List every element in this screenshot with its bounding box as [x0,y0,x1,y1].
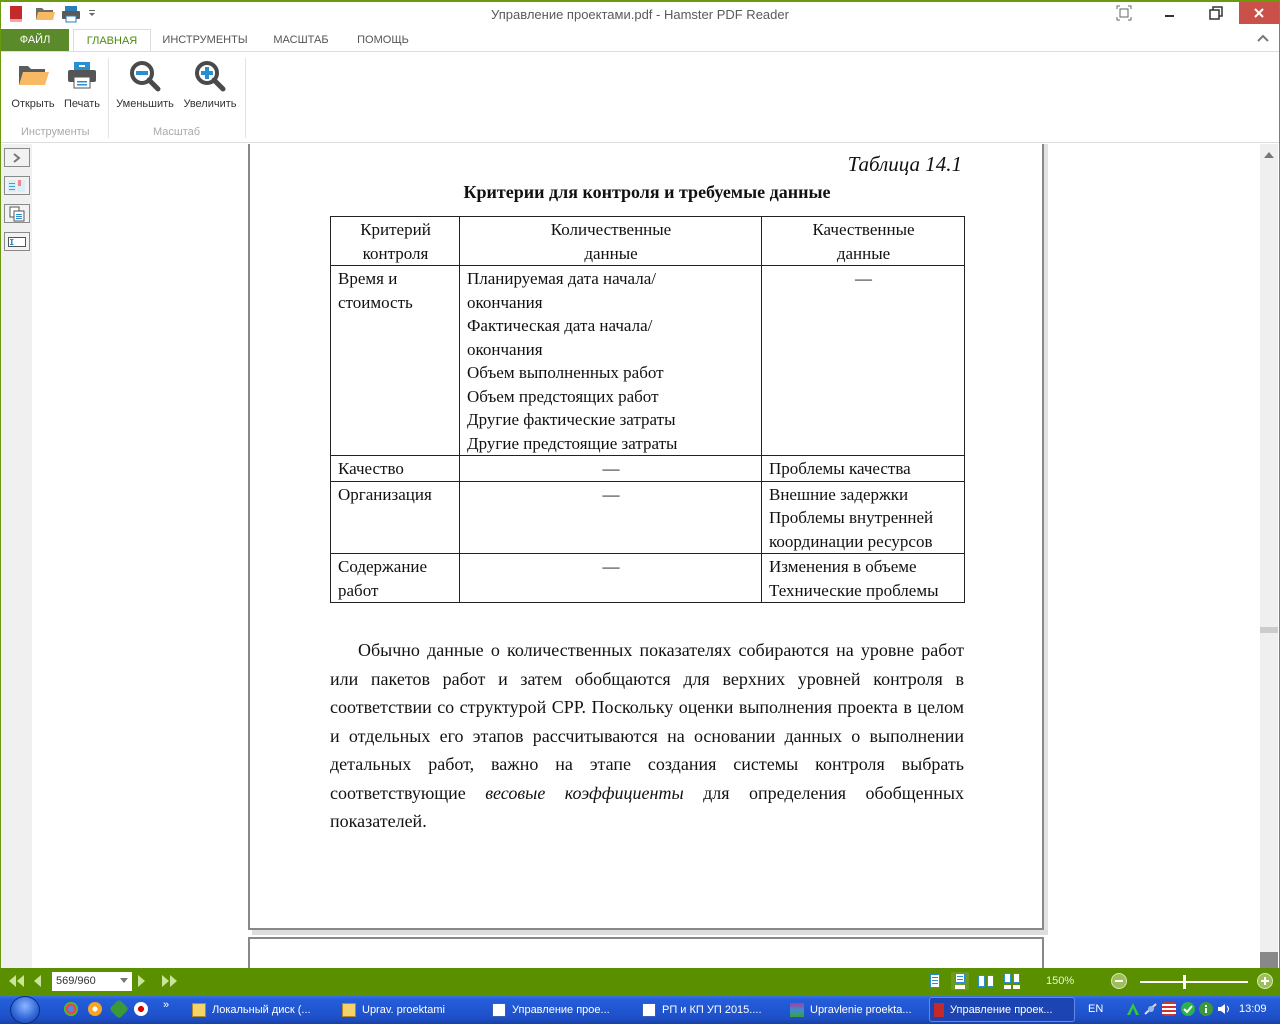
zoom-in-status-button[interactable] [1257,973,1273,989]
emphasis-text: весовые коэффициенты [485,782,684,803]
continuous-page-icon [955,973,965,989]
side-panel [1,144,32,968]
tray-info-icon[interactable] [1199,1002,1213,1016]
tray-check-icon[interactable] [1181,1002,1195,1016]
tab-home[interactable]: ГЛАВНАЯ [73,29,151,52]
header-qualitative: Качественные данные [762,217,965,266]
zoom-slider-knob[interactable] [1183,975,1186,989]
tab-tools[interactable]: ИНСТРУМЕНТЫ [162,34,248,46]
cell-quantitative: — [460,456,762,482]
header-quantitative: Количественные данные [460,217,762,266]
zoom-out-label: Уменьшить [116,98,174,110]
cell-qualitative: Внешние задержки Проблемы внутренней координации ресурсов [762,481,965,554]
cell-quantitative: — [460,554,762,603]
pages-button[interactable] [4,204,30,223]
drive-folder-icon [192,1003,206,1017]
zoom-slider[interactable] [1140,981,1248,983]
ribbon [1,51,1279,143]
status-bar [0,968,1280,995]
restore-button[interactable] [1193,2,1239,24]
utility-icon[interactable] [109,999,129,1019]
text-select-button[interactable] [4,232,30,251]
task-archive[interactable]: Upravlenie proekta... [786,997,926,1022]
window-title: Управление проектами.pdf - Hamster PDF Reader [491,7,789,22]
document-viewport[interactable] [32,144,1261,968]
single-page-icon [930,974,940,988]
next-page-icon[interactable] [137,974,147,991]
start-button[interactable] [10,996,40,1024]
plus-icon [1258,974,1272,988]
printer-icon [66,60,98,92]
tools-group-label: Инструменты [21,126,90,138]
next-pdf-page [248,937,1044,968]
two-page-continuous-view-button[interactable] [1003,972,1021,990]
zoom-in-label: Увеличить [183,98,237,110]
page-shadow [1044,144,1048,934]
zoom-out-status-button[interactable] [1111,973,1127,989]
cell-criterion: Содержание работ [331,554,460,603]
table-title: Критерии для контроля и требуемые данные [463,182,831,202]
page-dropdown-icon[interactable] [120,976,128,985]
continuous-view-button[interactable] [951,972,969,990]
chrome-icon[interactable] [64,1002,78,1016]
scale-group-label: Масштаб [153,126,201,138]
open-folder-icon[interactable] [35,5,55,23]
print-button[interactable] [60,60,104,110]
page-shadow [252,930,1048,935]
cell-quantitative: Планируемая дата начала/ окончания Фактическая дата начала/ окончания Объем выполненных работ Объем предстоящих работ Другие фактические затраты Другие предстоящие затраты [460,266,762,456]
last-page-icon[interactable] [160,974,180,991]
close-icon [1254,8,1264,18]
minimize-icon [1164,7,1176,19]
language-indicator[interactable]: EN [1088,1003,1104,1015]
table-row [331,554,965,603]
ribbon-tabs [1,29,1279,51]
table-row [331,481,965,554]
close-button[interactable] [1239,2,1279,24]
more-quick-launch[interactable]: » [163,999,170,1011]
collapse-ribbon-icon[interactable] [1257,31,1269,45]
pages-icon [9,206,25,222]
tray-flag-icon[interactable] [1162,1002,1176,1016]
print-label: Печать [63,98,101,110]
task-pdf-reader[interactable]: Управление проек... [929,997,1075,1022]
bookmarks-button[interactable] [4,176,30,195]
task-word-doc-1[interactable]: Управление прое... [488,997,634,1022]
tab-scale[interactable]: МАСШТАБ [273,34,329,46]
body-paragraph: Обычно данные о количественных показателях собираются на уровне работ или пакетов работ и затем обобщаются для верхних уровней контроля в соответствии со структурой СРР. Поскольку оценки выполнения проекта в целом и отдельных его этапов рассчитываются на основании данных о выполнении детальных работ, важно на этапе создания системы контроля выбрать соответствующие весовые коэффициенты для определения обобщенных показателей. [330,640,964,831]
restore-icon [1209,6,1223,20]
zoom-in-icon [194,60,226,92]
word-doc-icon [492,1003,506,1017]
expand-panel-button[interactable] [4,148,30,167]
open-button[interactable] [7,60,59,110]
text-select-icon [8,237,26,247]
cell-qualitative: Проблемы качества [762,456,965,482]
archive-icon [790,1003,804,1017]
fullscreen-button[interactable] [1101,2,1147,24]
table-header-row [331,217,965,266]
previous-page-icon[interactable] [32,974,42,991]
folder-icon [17,60,49,92]
fullscreen-icon [1116,5,1132,21]
minimize-button[interactable] [1147,2,1193,24]
folder-icon [342,1003,356,1017]
cell-criterion: Качество [331,456,460,482]
yandex-icon[interactable] [134,1002,148,1016]
table-row [331,456,965,482]
tray-volume-icon[interactable] [1217,1002,1231,1016]
pdf-page [248,144,1044,930]
print-icon[interactable] [61,5,81,23]
zoom-level: 150% [1046,975,1075,987]
open-label: Открыть [11,98,55,110]
expand-panel-icon [13,153,21,163]
two-page-view-button[interactable] [977,972,995,990]
single-page-view-button[interactable] [926,972,944,990]
task-uprav-proektami[interactable]: Uprav. proektami [338,997,484,1022]
task-local-disk[interactable]: Локальный диск (... [188,997,334,1022]
customize-dropdown-icon[interactable] [87,5,107,23]
scroll-up-arrow-icon[interactable] [1264,152,1274,158]
window-controls [1101,2,1279,24]
table-row [331,266,965,456]
cell-criterion: Организация [331,481,460,554]
scroll-corner [1260,952,1278,968]
quick-access-toolbar [9,5,107,23]
title-bar [1,2,1279,28]
word-doc-icon [642,1003,656,1017]
vertical-scrollbar[interactable] [1260,144,1278,968]
ribbon-separator [108,58,109,138]
task-word-doc-2[interactable]: РП и КП УП 2015.... [638,997,782,1022]
zoom-out-icon [129,60,161,92]
cell-qualitative: Изменения в объеме Технические проблемы [762,554,965,603]
scrollbar-thumb[interactable] [1260,627,1278,633]
table-number: Таблица 14.1 [847,152,962,176]
clock: 13:09 [1239,1003,1267,1015]
cell-qualitative: — [762,266,965,456]
app-book-icon [9,5,29,23]
taskbar [0,995,1280,1024]
first-page-icon[interactable] [6,974,26,991]
tab-help[interactable]: ПОМОЩЬ [357,34,409,46]
mail-icon[interactable] [88,1002,102,1016]
ribbon-separator [245,58,246,138]
tray-a-icon[interactable] [1126,1002,1140,1016]
tab-file[interactable]: ФАЙЛ [1,29,69,51]
two-page-icon [978,975,994,987]
header-criterion: Критерий контроля [331,217,460,266]
page-number-input[interactable]: 569/960 [52,972,132,991]
two-page-continuous-icon [1004,973,1020,989]
zoom-out-button[interactable] [112,60,178,110]
criteria-table [330,216,965,603]
pdf-reader-icon [934,1003,944,1017]
bookmarks-icon [8,180,26,192]
cell-criterion: Время и стоимость [331,266,460,456]
minus-icon [1112,974,1126,988]
cell-quantitative: — [460,481,762,554]
tray-satellite-icon[interactable] [1144,1002,1158,1016]
zoom-in-button[interactable] [179,60,241,110]
